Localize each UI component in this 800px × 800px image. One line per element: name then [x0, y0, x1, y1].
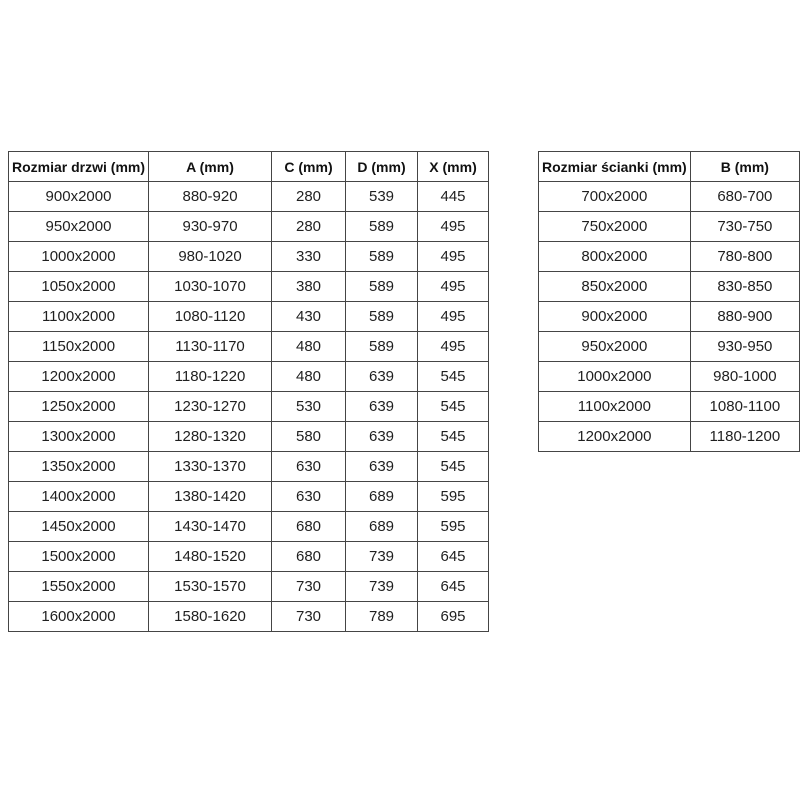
table-cell: 1500x2000 — [9, 542, 149, 572]
table-cell: 630 — [272, 452, 346, 482]
table-cell: 689 — [346, 512, 418, 542]
table-cell: 480 — [272, 362, 346, 392]
table-cell: 645 — [418, 542, 489, 572]
table-row — [539, 302, 800, 332]
table-cell: 850x2000 — [539, 272, 691, 302]
table-row — [9, 602, 489, 632]
table-cell: 639 — [346, 452, 418, 482]
table-cell: 739 — [346, 542, 418, 572]
table-row — [539, 332, 800, 362]
table-cell: 589 — [346, 212, 418, 242]
table-row — [9, 482, 489, 512]
table-cell: 689 — [346, 482, 418, 512]
table-row — [9, 452, 489, 482]
table-row — [9, 542, 489, 572]
table-cell: 980-1020 — [149, 242, 272, 272]
table-cell: 730 — [272, 602, 346, 632]
table-cell: 1130-1170 — [149, 332, 272, 362]
header-row — [9, 152, 489, 182]
table-cell: 580 — [272, 422, 346, 452]
column-header: A (mm) — [149, 152, 272, 182]
table-row — [539, 362, 800, 392]
table-cell: 1230-1270 — [149, 392, 272, 422]
table-cell: 1530-1570 — [149, 572, 272, 602]
table-cell: 880-900 — [690, 302, 799, 332]
table-row — [9, 512, 489, 542]
table-cell: 495 — [418, 272, 489, 302]
table-row — [9, 572, 489, 602]
table-cell: 495 — [418, 332, 489, 362]
table-cell: 495 — [418, 212, 489, 242]
table-row — [9, 392, 489, 422]
table-cell: 1100x2000 — [9, 302, 149, 332]
table-cell: 1300x2000 — [9, 422, 149, 452]
table-cell: 1180-1220 — [149, 362, 272, 392]
table-cell: 589 — [346, 302, 418, 332]
table-cell: 639 — [346, 362, 418, 392]
table-cell: 900x2000 — [539, 302, 691, 332]
table-cell: 1030-1070 — [149, 272, 272, 302]
table-cell: 539 — [346, 182, 418, 212]
table-cell: 589 — [346, 272, 418, 302]
table-cell: 700x2000 — [539, 182, 691, 212]
column-header: Rozmiar ścianki (mm) — [539, 152, 691, 182]
table-cell: 1380-1420 — [149, 482, 272, 512]
table-cell: 445 — [418, 182, 489, 212]
table-cell: 789 — [346, 602, 418, 632]
table-cell: 1430-1470 — [149, 512, 272, 542]
table-cell: 645 — [418, 572, 489, 602]
wall-panel-size-table — [538, 151, 800, 452]
table-cell: 1480-1520 — [149, 542, 272, 572]
column-header: D (mm) — [346, 152, 418, 182]
table-cell: 495 — [418, 302, 489, 332]
table-row — [9, 182, 489, 212]
table-cell: 880-920 — [149, 182, 272, 212]
table-cell: 1180-1200 — [690, 422, 799, 452]
column-header: Rozmiar drzwi (mm) — [9, 152, 149, 182]
table-cell: 589 — [346, 332, 418, 362]
table-cell: 1280-1320 — [149, 422, 272, 452]
column-header: X (mm) — [418, 152, 489, 182]
table-cell: 480 — [272, 332, 346, 362]
table-cell: 1200x2000 — [539, 422, 691, 452]
table-cell: 1580-1620 — [149, 602, 272, 632]
table-cell: 950x2000 — [9, 212, 149, 242]
table-cell: 330 — [272, 242, 346, 272]
table-cell: 1080-1120 — [149, 302, 272, 332]
table-cell: 780-800 — [690, 242, 799, 272]
table-cell: 1150x2000 — [9, 332, 149, 362]
table-cell: 589 — [346, 242, 418, 272]
table-row — [9, 332, 489, 362]
table-cell: 630 — [272, 482, 346, 512]
table-cell: 800x2000 — [539, 242, 691, 272]
table-cell: 530 — [272, 392, 346, 422]
table-cell: 545 — [418, 422, 489, 452]
table-cell: 1330-1370 — [149, 452, 272, 482]
table-cell: 680-700 — [690, 182, 799, 212]
table-cell: 380 — [272, 272, 346, 302]
table-cell: 1350x2000 — [9, 452, 149, 482]
table-row — [9, 212, 489, 242]
table-cell: 495 — [418, 242, 489, 272]
table-cell: 639 — [346, 392, 418, 422]
table-cell: 830-850 — [690, 272, 799, 302]
table-cell: 1050x2000 — [9, 272, 149, 302]
header-row — [539, 152, 800, 182]
table-cell: 545 — [418, 362, 489, 392]
table-row — [9, 302, 489, 332]
table-row — [539, 182, 800, 212]
table-cell: 1000x2000 — [9, 242, 149, 272]
table-cell: 730 — [272, 572, 346, 602]
table-row — [9, 422, 489, 452]
table-cell: 595 — [418, 512, 489, 542]
table-cell: 1450x2000 — [9, 512, 149, 542]
table-cell: 1100x2000 — [539, 392, 691, 422]
table-cell: 680 — [272, 542, 346, 572]
table-cell: 730-750 — [690, 212, 799, 242]
table-row — [9, 242, 489, 272]
table-row — [539, 212, 800, 242]
table-cell: 545 — [418, 392, 489, 422]
table-row — [539, 272, 800, 302]
table-cell: 1400x2000 — [9, 482, 149, 512]
table-cell: 695 — [418, 602, 489, 632]
table-row — [539, 242, 800, 272]
column-header: C (mm) — [272, 152, 346, 182]
table-row — [9, 362, 489, 392]
doors-size-table — [8, 151, 489, 632]
table-cell: 545 — [418, 452, 489, 482]
table-row — [539, 422, 800, 452]
table-cell: 950x2000 — [539, 332, 691, 362]
table-cell: 595 — [418, 482, 489, 512]
table-cell: 900x2000 — [9, 182, 149, 212]
table-cell: 280 — [272, 182, 346, 212]
table-row — [9, 272, 489, 302]
table-cell: 430 — [272, 302, 346, 332]
table-cell: 1000x2000 — [539, 362, 691, 392]
table-cell: 750x2000 — [539, 212, 691, 242]
table-cell: 930-970 — [149, 212, 272, 242]
table-cell: 980-1000 — [690, 362, 799, 392]
table-cell: 739 — [346, 572, 418, 602]
table-cell: 1250x2000 — [9, 392, 149, 422]
table-cell: 680 — [272, 512, 346, 542]
table-cell: 1550x2000 — [9, 572, 149, 602]
table-cell: 1600x2000 — [9, 602, 149, 632]
table-cell: 639 — [346, 422, 418, 452]
table-cell: 1200x2000 — [9, 362, 149, 392]
column-header: B (mm) — [690, 152, 799, 182]
table-cell: 280 — [272, 212, 346, 242]
table-cell: 1080-1100 — [690, 392, 799, 422]
table-row — [539, 392, 800, 422]
table-cell: 930-950 — [690, 332, 799, 362]
